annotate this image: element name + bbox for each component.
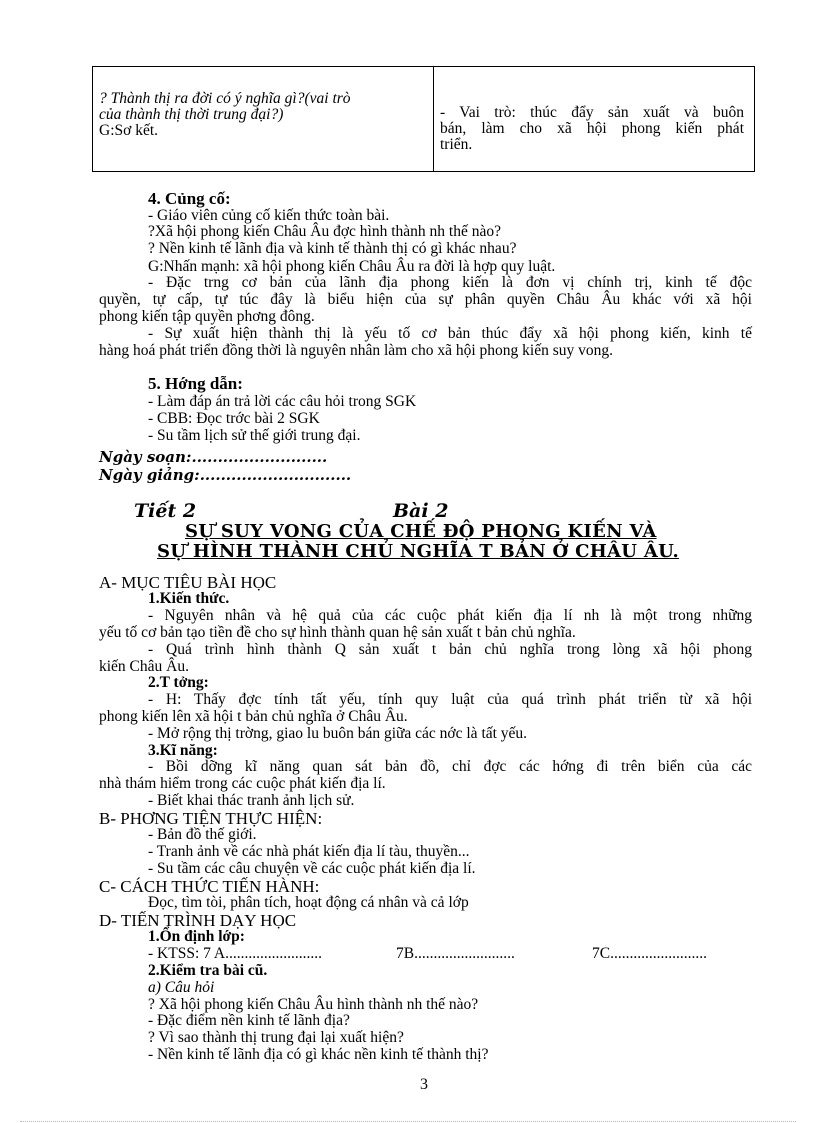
table-question-line: ? Thành thị ra đời có ý nghĩa gì?(vai trò bbox=[99, 90, 351, 107]
cach-thuc-heading: C- CÁCH THỨC TIẾN HÀNH: bbox=[99, 877, 320, 896]
cung-co-line: - Đặc trng cơ bản của lãnh địa phong kiến là đơn vị chính trị, kinh tế độc bbox=[148, 274, 752, 291]
huong-dan-line: - Su tầm lịch sử thế giới trung đại. bbox=[148, 427, 361, 444]
cach-thuc-line: Đọc, tìm tòi, phân tích, hoạt động cá nhân và cả lớp bbox=[148, 894, 469, 911]
muc-tieu-heading: A- MỤC TIÊU BÀI HỌC bbox=[99, 573, 277, 592]
table-question-cell bbox=[93, 67, 434, 172]
cung-co-line: quyền, tự cấp, tự túc đây là biểu hiện của sự phân quyền Châu Âu khác với xã hội bbox=[99, 291, 752, 308]
bai-label: Bài 2 bbox=[393, 500, 449, 522]
cung-co-line: ?Xã hội phong kiến Châu Âu đợc hình thành nh thế nào? bbox=[148, 223, 501, 240]
tien-trinh-heading: D- TIẾN TRÌNH DẠY HỌC bbox=[99, 911, 297, 930]
table-answer-line: bán, làm cho xã hội phong kiến phát bbox=[440, 120, 744, 137]
on-dinh-heading: 1.Ổn định lớp: bbox=[148, 928, 245, 945]
ki-nang-line: - Bồi dỡng kĩ năng quan sát bản đồ, chỉ đợc các hớng đi trên biển của các bbox=[148, 758, 752, 775]
ktss-7a: - KTSS: 7 A......................... bbox=[148, 945, 322, 962]
ki-nang-line: - Biết khai thác tranh ảnh lịch sử. bbox=[148, 792, 355, 809]
table-answer-line: triển. bbox=[440, 136, 473, 153]
lesson-table bbox=[92, 66, 755, 172]
question-line: - Đặc điểm nền kinh tế lãnh địa? bbox=[148, 1012, 350, 1029]
cung-co-heading: 4. Củng cố: bbox=[148, 189, 231, 208]
ngay-soan: Ngày soạn:.......................... bbox=[99, 448, 328, 466]
phuong-tien-line: - Su tầm các câu chuyện về các cuộc phát kiến địa lí. bbox=[148, 860, 476, 877]
kien-thuc-line: - Nguyên nhân và hệ quả của các cuộc phát kiến địa lí nh là một trong những bbox=[148, 607, 752, 624]
huong-dan-heading: 5. Hớng dẫn: bbox=[148, 374, 243, 393]
kiem-tra-heading: 2.Kiểm tra bài cũ. bbox=[148, 962, 268, 979]
tu-tuong-heading: 2.T tởng: bbox=[148, 674, 209, 691]
table-question-line: G:Sơ kết. bbox=[99, 122, 159, 139]
cung-co-line: - Sự xuất hiện thành thị là yếu tố cơ bản thúc đẩy xã hội phong kiến, kinh tế bbox=[148, 325, 752, 342]
question-line: ? Vì sao thành thị trung đại lại xuất hiện? bbox=[148, 1029, 404, 1046]
table-answer-cell bbox=[434, 67, 755, 172]
cung-co-line: phong kiến tập quyền phơng đông. bbox=[99, 308, 315, 325]
kien-thuc-heading: 1.Kiến thức. bbox=[148, 590, 230, 607]
cung-co-line: ? Nền kinh tế lãnh địa và kinh tế thành thị có gì khác nhau? bbox=[148, 240, 517, 257]
ki-nang-heading: 3.Kĩ năng: bbox=[148, 742, 218, 759]
tu-tuong-line: - H: Thấy đợc tính tất yếu, tính quy luật của quá trình phát triển từ xã hội bbox=[148, 691, 752, 708]
table-question-line: của thành thị thời trung đại?) bbox=[99, 106, 284, 123]
phuong-tien-line: - Tranh ảnh về các nhà phát kiến địa lí tàu, thuyền... bbox=[148, 843, 470, 860]
kien-thuc-line: - Quá trình hình thành Q sản xuất t bản chủ nghĩa trong lòng xã hội phong bbox=[148, 641, 752, 658]
ngay-giang: Ngày giảng:............................. bbox=[99, 466, 352, 484]
cung-co-line: - Giáo viên củng cố kiến thức toàn bài. bbox=[148, 207, 390, 224]
page-number: 3 bbox=[420, 1076, 428, 1093]
ktss-7b: 7B.......................... bbox=[396, 945, 515, 962]
ki-nang-line: nhà thám hiểm trong các cuộc phát kiến địa lí. bbox=[99, 775, 386, 792]
cung-co-line: G:Nhấn mạnh: xã hội phong kiến Châu Âu ra đời là hợp quy luật. bbox=[148, 258, 556, 275]
lesson-title-line2: SỰ HÌNH THÀNH CHỦ NGHĨA T BẢN Ở CHÂU ÂU. bbox=[157, 541, 680, 562]
ktss-7c: 7C......................... bbox=[592, 945, 707, 962]
phuong-tien-heading: B- PHƠNG TIỆN THỰC HIỆN: bbox=[99, 809, 323, 828]
table-answer-line: - Vai trò: thúc đẩy sản xuất và buôn bbox=[440, 104, 744, 121]
question-line: - Nền kinh tế lãnh địa có gì khác nền kinh tế thành thị? bbox=[148, 1046, 489, 1063]
tiet-label: Tiết 2 bbox=[134, 500, 197, 522]
huong-dan-line: - CBB: Đọc trớc bài 2 SGK bbox=[148, 410, 320, 427]
tu-tuong-line: phong kiến lên xã hội t bản chủ nghĩa ở Châu Âu. bbox=[99, 708, 408, 725]
question-line: ? Xã hội phong kiến Châu Âu hình thành nh thế nào? bbox=[148, 996, 479, 1013]
tu-tuong-line: - Mở rộng thị trờng, giao lu buôn bán giữa các nớc là tất yếu. bbox=[148, 725, 528, 742]
huong-dan-line: - Làm đáp án trả lời các câu hỏi trong SGK bbox=[148, 393, 417, 410]
cung-co-line: hàng hoá phát triển đồng thời là nguyên nhân làm cho xã hội phong kiến suy vong. bbox=[99, 342, 614, 359]
lesson-title-line1: SỰ SUY VONG CỦA CHẾ ĐỘ PHONG KIẾN VÀ bbox=[185, 521, 657, 542]
kien-thuc-line: kiến Châu Âu. bbox=[99, 658, 189, 675]
kien-thuc-line: yếu tố cơ bản tạo tiền đề cho sự hình thành quan hệ sản xuất t bản chủ nghĩa. bbox=[99, 624, 576, 641]
cau-hoi-label: a) Câu hỏi bbox=[148, 979, 215, 996]
phuong-tien-line: - Bản đồ thế giới. bbox=[148, 826, 257, 843]
page-bottom-divider bbox=[20, 1121, 796, 1122]
